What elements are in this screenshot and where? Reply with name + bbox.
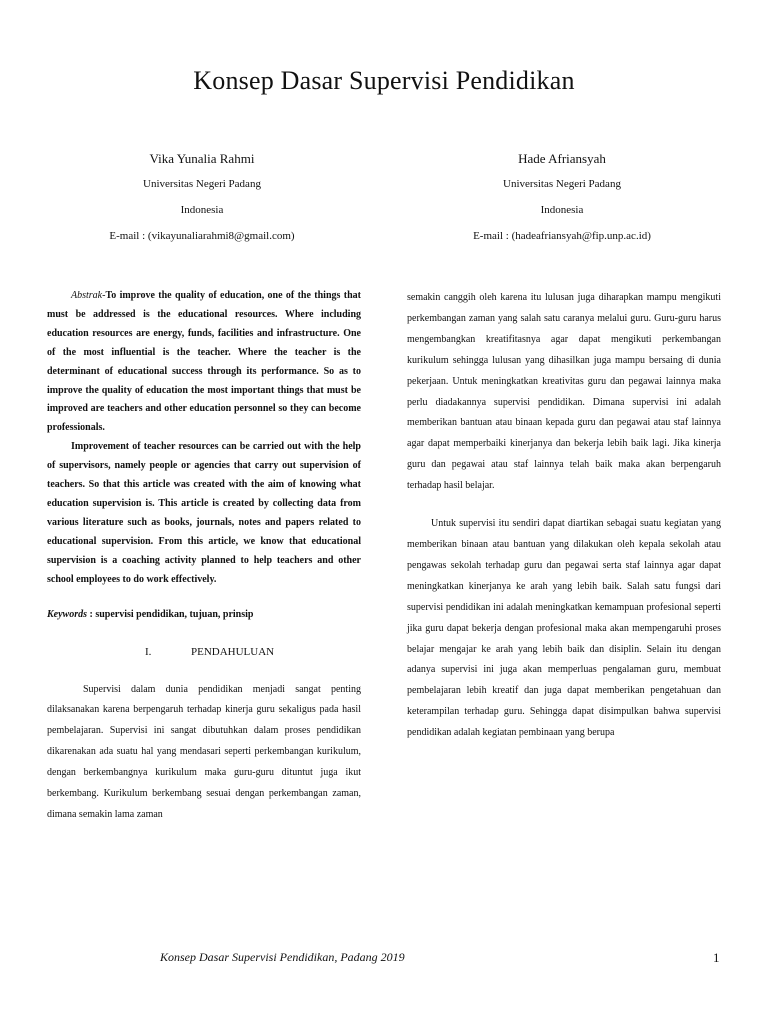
email-paren-close: ) [290, 230, 295, 242]
author-email-line [52, 230, 352, 243]
abstract-text-1: To improve the quality of education, one of the things that must be addressed is the educational resources. Where including education resources are energy, funds, facilities and infrastructure. One of the most influential is the teacher. Where the teacher is the determinant of educational success through its performance. So as to improve the quality of education the most important things that must be improved are teachers and other education personnel so they can become professionals. [47, 290, 361, 434]
page-footer [0, 950, 768, 966]
paper-title: Konsep Dasar Supervisi Pendidikan [193, 66, 575, 95]
left-column [47, 287, 361, 826]
abstract-label: Abstrak- [71, 290, 106, 301]
abstract-paragraph-2: Improvement of teacher resources can be carried out with the help of supervisors, namely people or agencies that carry out supervision of teachers. So that this article was created with the aim of knowing what education supervision is. This article is created by collecting data from various literature such as books, journals, notes and papers related to educational supervision. From this article, we know that educational supervision is a coaching activity planned to help teachers and other school employees to do work effectively. [47, 441, 361, 585]
email-label: E-mail : [473, 230, 512, 242]
email-label: E-mail : [109, 230, 148, 242]
section-title: PENDAHULUAN [191, 645, 275, 658]
abstract-paragraph-1 [47, 287, 361, 438]
right-column [407, 288, 721, 744]
author-email-line [412, 230, 712, 243]
email-paren-open: ( [147, 230, 152, 242]
author-affiliation: Universitas Negeri Padang [143, 178, 261, 190]
author-affiliation: Universitas Negeri Padang [503, 178, 621, 190]
email-paren-open: ( [511, 230, 516, 242]
abstract [47, 287, 361, 590]
author-country: Indonesia [540, 204, 584, 216]
page-number: 1 [713, 950, 720, 965]
author-name: Vika Yunalia Rahmi [149, 151, 255, 166]
author-country: Indonesia [180, 204, 224, 216]
email-paren-close: ) [647, 230, 651, 242]
author-block-2 [412, 152, 712, 243]
section-number: I. [145, 645, 152, 658]
footer-text: Konsep Dasar Supervisi Pendidikan, Padang 2019 [160, 950, 405, 964]
section-heading [47, 642, 361, 662]
author-block-1 [52, 152, 352, 243]
intro-paragraph: Supervisi dalam dunia pendidikan menjadi sangat penting dilaksanakan karena berpengaruh terhadap kinerja guru sekaligus pada hasil pembelajaran. Supervisi ini sangat dibutuhkan dalam proses pendidikan dikarenakan ada suatu hal yang mendasari seperti perkembangan kurikulum, dengan berkembangnya kurikulum maka guru-guru dituntut juga ikut berkembang. Kurikulum berkembang sesuai dengan perkembangan zaman, dimana semakin lama zaman [47, 683, 361, 820]
author-email: vikayunaliarahmi8@gmail.com [151, 230, 291, 242]
keywords-text: supervisi pendidikan, tujuan, prinsip [95, 608, 254, 620]
body-paragraph-1: semakin canggih oleh karena itu lulusan juga diharapkan mampu mengikuti perkembangan zaman yang salah satu caranya melalui guru. Guru-guru harus mengembangkan kreatifitasnya agar dapat mengikuti perkembangan kurikulum sehingga lulusan yang dihasilkan juga mampu bersaing di dunia pekerjaan. Untuk meningkatkan kreativitas guru dan pegawai lainnya maka perlu diadakannya supervisi pendidikan. Dimana supervisi ini adalah memberikan bantuan atau binaan kepada guru dan pegawai atau staf lainnya agar dapat memperbaiki kinerjanya dan bekerja lebih baik lagi. Jika kinerja guru dan pegawai atau staf lainnya telah baik maka akan berpengaruh terhadap hasil belajar. [407, 292, 721, 492]
keywords-separator: : [87, 608, 96, 620]
author-name: Hade Afriansyah [518, 151, 606, 166]
keywords-label: Keywords [47, 608, 87, 620]
keywords [47, 606, 361, 624]
body-paragraph-2: Untuk supervisi itu sendiri dapat diartikan sebagai suatu kegiatan yang memberikan binaan atau bantuan yang dilakukan oleh kepala sekolah atau pengawas sekolah terhadap guru dan pegawai serta staf lainnya agar dapat meningkatkan kinerjanya ke arah yang lebih baik. Salah satu fungsi dari supervisi pendidikan ini adalah meningkatkan kemampuan profesional seperti jika guru dapat bekerja dengan profesional maka akan mempengaruhi proses belajar mengajar ke arah yang lebih baik dan disiplin. Selain itu dengan adanya supervisi ini juga akan memperluas pengalaman guru, membuat pembelajaran lebih kreatif dan juga dapat memberikan pengetahuan dan keterampilan terhadap guru. Sehingga dapat disimpulkan bahwa supervisi pendidikan adalah kegiatan pembinaan yang berupa [407, 518, 721, 739]
author-email: hadeafriansyah@fip.unp.ac.id [515, 230, 648, 242]
